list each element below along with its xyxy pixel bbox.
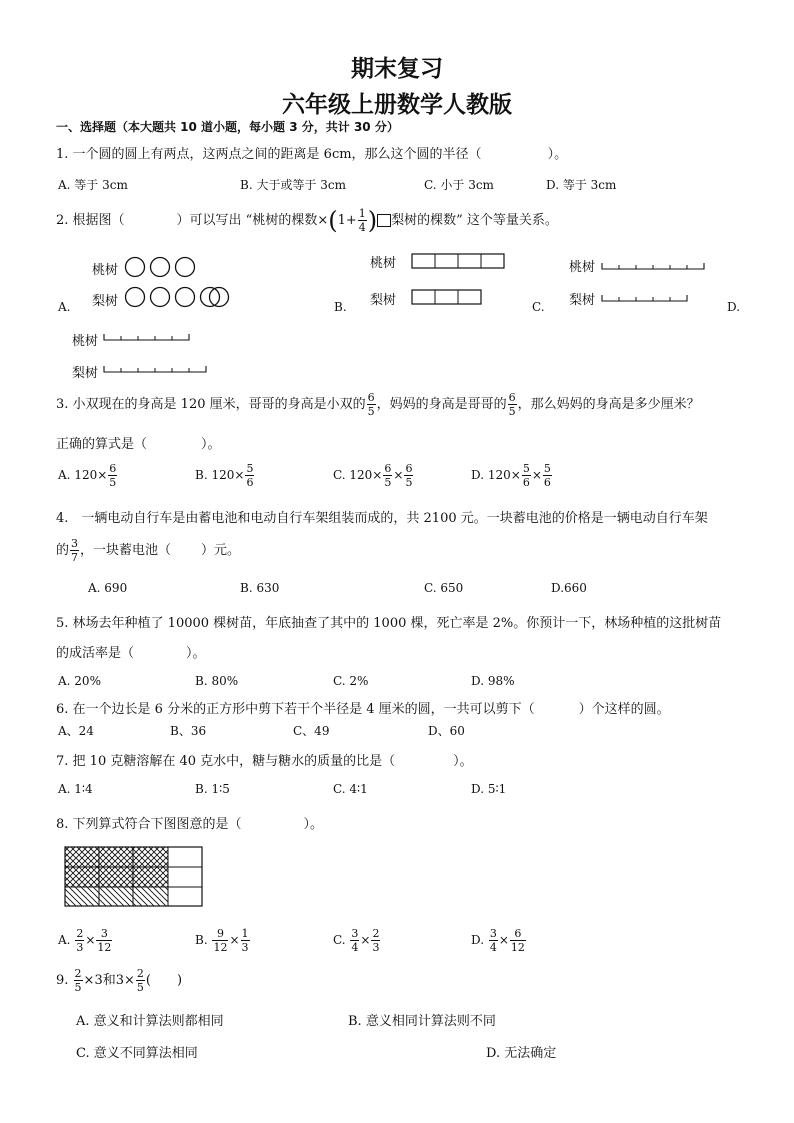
pear-circle xyxy=(176,288,195,307)
q5-option-b[interactable]: B. 80% xyxy=(195,674,239,688)
q8-option-c[interactable]: C. $\frac{3}{4}$ × $\frac{2}{3}$ xyxy=(333,927,380,954)
q2-option-d[interactable]: D. xyxy=(727,300,741,314)
q9-option-c[interactable]: C. 意义不同算法相同 xyxy=(76,1046,198,1061)
q1-option-a[interactable]: A. 等于 3cm xyxy=(58,178,128,192)
q4-option-b[interactable]: B. 630 xyxy=(240,581,280,595)
q7-option-d[interactable]: D. 5∶1 xyxy=(471,782,507,796)
question-2: 2. 根据图（ ）可以写出 “桃树的棵数×(1+ $\frac{1}{4}$ ) 梨树的棵数” 这个等量关系。 xyxy=(56,206,558,235)
question-3: 3. 小双现在的身高是 120 厘米，哥哥的身高是小双的 $\frac{6}{5}$ ，妈妈的身高是哥哥的 $\frac{6}{5}$ ，那么妈妈的身高是多少厘米？ xyxy=(56,391,700,418)
question-5-line2: 的成活率是（ ）。 xyxy=(56,646,206,661)
peach-circle xyxy=(176,258,195,277)
q2c-peach-label: 桃树 xyxy=(569,260,596,275)
q6-option-d[interactable]: D、60 xyxy=(428,724,465,738)
q2c-segment-diagram xyxy=(600,256,710,306)
q2a-pear-label: 梨树 xyxy=(92,294,119,309)
question-6: 6. 在一个边长是 6 分米的正方形中剪下若干个半径是 4 厘米的圆，一共可以剪下（ ）个这样的圆。 xyxy=(56,702,670,717)
q6-option-c[interactable]: C、49 xyxy=(293,724,330,738)
q9-option-d[interactable]: D. 无法确定 xyxy=(486,1046,557,1061)
q5-option-c[interactable]: C. 2% xyxy=(333,674,369,688)
q2b-peach-label: 桃树 xyxy=(370,256,397,271)
q3-option-d[interactable]: D. 120× $\frac{5}{6}$ × $\frac{5}{6}$ xyxy=(471,462,551,489)
q6-option-b[interactable]: B、36 xyxy=(170,724,207,738)
q2-option-a[interactable]: A. xyxy=(58,300,71,314)
q5-option-d[interactable]: D. 98% xyxy=(471,674,515,688)
question-9: 9. $\frac{2}{5}$ ×3和3× $\frac{2}{5}$ ( ) xyxy=(56,967,183,994)
q2c-pear-label: 梨树 xyxy=(569,293,596,308)
q8-option-b[interactable]: B. $\frac{9}{12}$ × $\frac{1}{3}$ xyxy=(195,927,249,954)
q2-option-b[interactable]: B. xyxy=(334,300,347,314)
q2b-box-diagram xyxy=(410,252,506,306)
q1-option-d[interactable]: D. 等于 3cm xyxy=(546,178,617,192)
pear-circle-5 xyxy=(208,285,232,309)
peach-circle xyxy=(126,258,145,277)
question-4-line2: 的 $\frac{3}{7}$ ，一块蓄电池（ ）元。 xyxy=(56,537,241,564)
q6-option-a[interactable]: A、24 xyxy=(58,724,94,738)
q4-option-c[interactable]: C. 650 xyxy=(424,581,464,595)
pear-circle xyxy=(151,288,170,307)
q2d-pear-label: 梨树 xyxy=(72,366,99,381)
page-subtitle: 六年级上册数学人教版 xyxy=(282,92,512,118)
q9-option-b[interactable]: B. 意义相同计算法则不同 xyxy=(348,1014,496,1029)
question-1: 1. 一个圆的圆上有两点，这两点之间的距离是 6cm，那么这个圆的半径（ ）。 xyxy=(56,147,568,162)
q2-fraction: $\frac{1}{4}$ xyxy=(358,207,366,234)
q8-grid-diagram xyxy=(64,846,206,908)
q3-option-b[interactable]: B. 120× $\frac{5}{6}$ xyxy=(195,462,254,489)
page-title: 期末复习 xyxy=(351,56,443,82)
q2a-peach-label: 桃树 xyxy=(92,263,119,278)
peach-circle xyxy=(151,258,170,277)
q5-option-a[interactable]: A. 20% xyxy=(58,674,101,688)
section-heading: 一、选择题（本大题共 10 道小题，每小题 3 分，共计 30 分） xyxy=(56,120,399,134)
q2d-peach-label: 桃树 xyxy=(72,334,99,349)
q3-option-a[interactable]: A. 120× $\frac{6}{5}$ xyxy=(58,462,117,489)
q3-option-c[interactable]: C. 120× $\frac{6}{5}$ × $\frac{6}{5}$ xyxy=(333,462,413,489)
q7-option-c[interactable]: C. 4∶1 xyxy=(333,782,368,796)
pear-circle xyxy=(126,288,145,307)
question-5: 5. 林场去年种植了 10000 棵树苗，年底抽查了其中的 1000 棵，死亡率是 2%。你预计一下，林场种植的这批树苗 xyxy=(56,616,722,631)
q1-option-c[interactable]: C. 小于 3cm xyxy=(424,178,494,192)
q2d-segment-diagram xyxy=(102,328,214,378)
q8-option-d[interactable]: D. $\frac{3}{4}$ × $\frac{6}{12}$ xyxy=(471,927,525,954)
q7-option-b[interactable]: B. 1∶5 xyxy=(195,782,230,796)
question-3-line2: 正确的算式是（ ）。 xyxy=(56,437,221,452)
q2-option-c[interactable]: C. xyxy=(532,300,545,314)
question-8: 8. 下列算式符合下图图意的是（ ）。 xyxy=(56,817,324,832)
question-7: 7. 把 10 克糖溶解在 40 克水中，糖与糖水的质量的比是（ ）。 xyxy=(56,754,473,769)
q8-option-a[interactable]: A. $\frac{2}{3}$ × $\frac{3}{12}$ xyxy=(58,927,112,954)
equals-box xyxy=(377,214,391,227)
q4-option-d[interactable]: D.660 xyxy=(551,581,587,595)
q1-option-b[interactable]: B. 大于或等于 3cm xyxy=(240,178,346,192)
q2b-pear-label: 梨树 xyxy=(370,293,397,308)
q9-option-a[interactable]: A. 意义和计算法则都相同 xyxy=(76,1014,224,1029)
q4-option-a[interactable]: A. 690 xyxy=(88,581,128,595)
q7-option-a[interactable]: A. 1∶4 xyxy=(58,782,93,796)
question-4: 4. 一辆电动自行车是由蓄电池和电动自行车架组装而成的，共 2100 元。一块蓄电池的价格是一辆电动自行车架 xyxy=(56,511,708,526)
